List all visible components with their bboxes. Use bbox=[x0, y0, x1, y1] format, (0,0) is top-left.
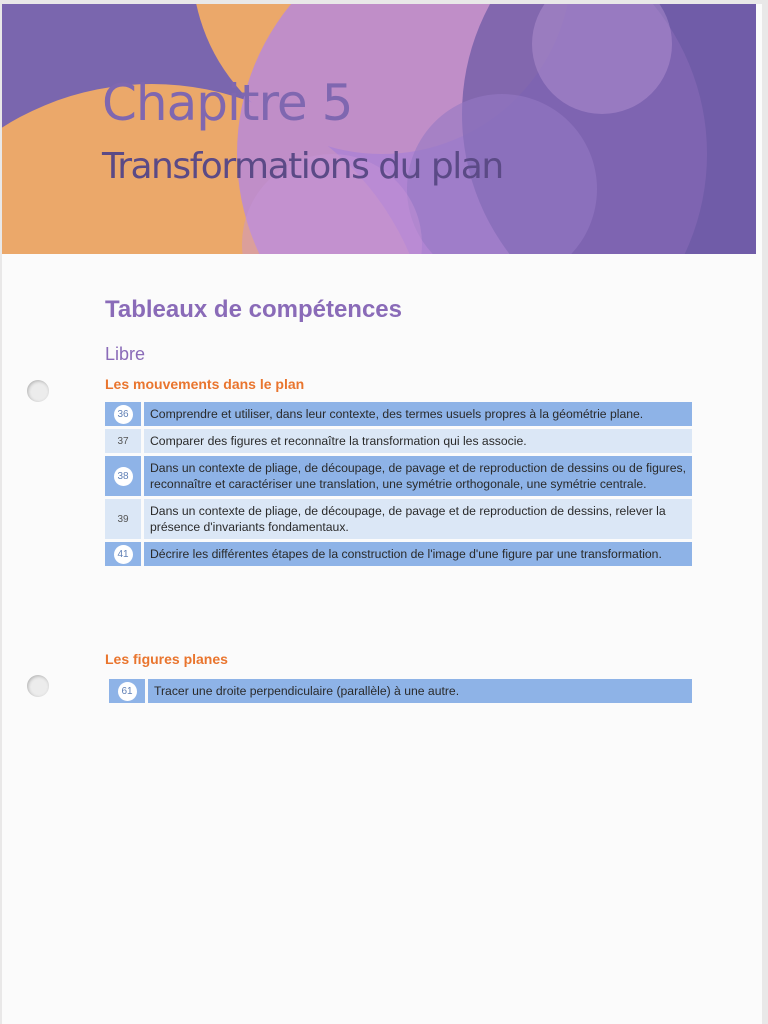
competence-number-cell bbox=[105, 542, 141, 566]
chapter-subtitle: Transformations du plan bbox=[102, 146, 503, 187]
competence-number-cell bbox=[109, 679, 145, 703]
competence-number-badge: 36 bbox=[114, 405, 133, 424]
competence-row bbox=[105, 402, 692, 426]
competence-table-figures bbox=[109, 679, 692, 706]
competence-table-mouvements bbox=[105, 402, 692, 569]
competence-text: Dans un contexte de pliage, de découpage, de pavage et de reproduction de dessins, relever la présence d'invariants fondamentaux. bbox=[144, 499, 692, 539]
competence-text: Tracer une droite perpendiculaire (parallèle) à une autre. bbox=[148, 679, 692, 703]
group-title-figures: Les figures planes bbox=[105, 651, 228, 667]
binder-hole bbox=[27, 675, 49, 697]
competence-row bbox=[105, 429, 692, 453]
competence-row bbox=[105, 499, 692, 539]
competence-number-cell bbox=[105, 402, 141, 426]
document-page bbox=[2, 4, 762, 1024]
competence-number-cell bbox=[105, 456, 141, 496]
competence-text: Décrire les différentes étapes de la construction de l'image d'une figure par une transformation. bbox=[144, 542, 692, 566]
competence-number-badge: 39 bbox=[117, 513, 129, 525]
chapter-banner bbox=[2, 4, 756, 254]
competence-text: Comprendre et utiliser, dans leur contexte, des termes usuels propres à la géométrie plane. bbox=[144, 402, 692, 426]
competence-number-badge: 37 bbox=[117, 435, 129, 447]
section-title: Tableaux de compétences bbox=[105, 296, 402, 323]
competence-number-badge: 61 bbox=[118, 682, 137, 701]
competence-number-badge: 41 bbox=[114, 545, 133, 564]
competence-row bbox=[105, 542, 692, 566]
competence-text: Comparer des figures et reconnaître la transformation qui les associe. bbox=[144, 429, 692, 453]
competence-number-badge: 38 bbox=[114, 467, 133, 486]
competence-number-cell bbox=[105, 499, 141, 539]
group-title-mouvements: Les mouvements dans le plan bbox=[105, 376, 305, 392]
competence-number-cell bbox=[105, 429, 141, 453]
competence-row bbox=[109, 679, 692, 703]
chapter-title: Chapitre 5 bbox=[102, 74, 353, 132]
competence-text: Dans un contexte de pliage, de découpage, de pavage et de reproduction de dessins ou de figures, reconnaître et caractériser une translation, une symétrie orthogonale, une symétrie centrale. bbox=[144, 456, 692, 496]
binder-hole bbox=[27, 380, 49, 402]
section-subtitle: Libre bbox=[105, 344, 146, 364]
competence-row bbox=[105, 456, 692, 496]
